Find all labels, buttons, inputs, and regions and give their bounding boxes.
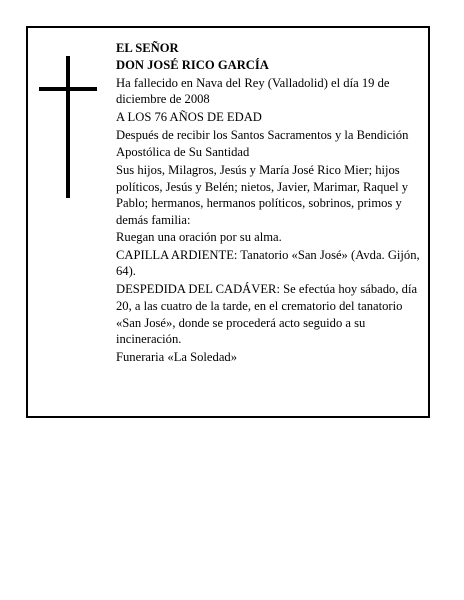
funeral-home: Funeraria «La Soledad» <box>116 350 237 365</box>
obituary-text <box>116 40 422 367</box>
cross-vertical-bar <box>66 56 70 198</box>
sacraments-line: Después de recibir los Santos Sacramentos y la Bendición Apostólica de Su Santidad <box>116 128 409 160</box>
age-line: A LOS 76 AÑOS DE EDAD <box>116 110 262 125</box>
family-list: Sus hijos, Milagros, Jesús y María José Rico Mier; hijos políticos, Jesús y Belén; nietos, Javier, Marimar, Raquel y Pablo; hermanos, hermanos políticos, sobrinos, primos y demás familia: <box>116 163 409 227</box>
cross-horizontal-bar <box>39 87 97 91</box>
prayer-line: Ruegan una oración por su alma. <box>116 229 282 244</box>
chapel-info: CAPILLA ARDIENTE: Tanatorio «San José» (Avda. Gijón, 64). <box>116 247 420 279</box>
farewell-info: DESPEDIDA DEL CADÁVER: Se efectúa hoy sábado, día 20, a las cuatro de la tarde, en el crematorio del tanatorio «San José», donde se procederá acto seguido a su incineración. <box>116 282 418 347</box>
cross-icon <box>39 56 97 198</box>
obituary-notice <box>26 26 430 418</box>
deceased-title: EL SEÑOR <box>116 41 179 55</box>
deceased-name: DON JOSÉ RICO GARCÍA <box>116 57 269 72</box>
death-info: Ha fallecido en Nava del Rey (Valladolid) el día 19 de diciembre de 2008 <box>116 75 390 107</box>
